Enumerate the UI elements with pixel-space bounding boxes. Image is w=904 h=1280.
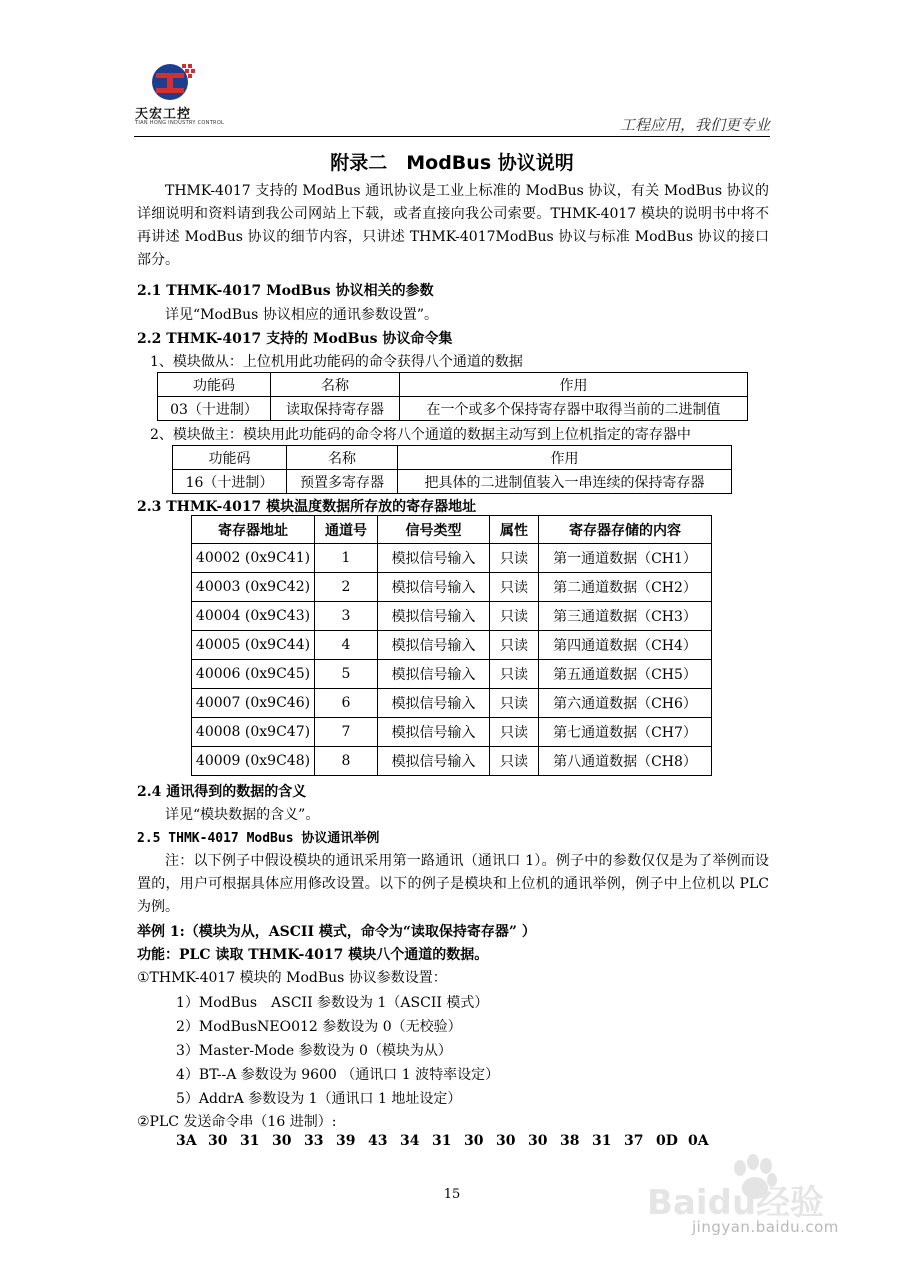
attribute-cell: 只读	[490, 718, 539, 747]
table-row	[192, 718, 712, 747]
content-cell: 第七通道数据（CH7）	[539, 718, 712, 747]
example-function: 功能：PLC 读取 THMK-4017 模块八个通道的数据。	[137, 947, 489, 963]
register-address-cell: 40009 (0x9C48)	[192, 747, 315, 776]
section-2-5-note: 注：以下例子中假设模块的通讯采用第一路通讯（通讯口 1）。例子中的参数仅仅是为了举例而设置的，用户可根据具体应用修改设置。以下的例子是模块和上位机的通讯举例，例子中上位机以 PLC 为例。	[137, 853, 769, 915]
param-item: 1）ModBus ASCII 参数设为 1（ASCII 模式）	[176, 995, 489, 1011]
signal-type-cell: 模拟信号输入	[378, 660, 490, 689]
hex-byte: 30	[464, 1133, 484, 1149]
register-table-header: 寄存器地址	[192, 516, 315, 544]
hex-byte: 31	[592, 1133, 612, 1149]
register-address-cell: 40008 (0x9C47)	[192, 718, 315, 747]
hex-byte: 30	[208, 1133, 228, 1149]
hex-byte: 33	[304, 1133, 324, 1149]
hex-command-string	[176, 1133, 720, 1149]
step-1: ①THMK-4017 模块的 ModBus 协议参数设置：	[137, 970, 447, 986]
channel-cell: 3	[315, 602, 378, 631]
content-cell: 第三通道数据（CH3）	[539, 602, 712, 631]
register-address-cell: 40003 (0x9C42)	[192, 573, 315, 602]
register-table-header: 属性	[490, 516, 539, 544]
attribute-cell: 只读	[490, 660, 539, 689]
table2-header: 作用	[398, 446, 732, 470]
section-2-5-heading: 2.5 THMK-4017 ModBus 协议通讯举例	[137, 831, 380, 846]
param-item: 5）AddrA 参数设为 1（通讯口 1 地址设定）	[176, 1091, 462, 1107]
hex-byte: 0A	[688, 1133, 709, 1149]
section-2-4-text: 详见“模块数据的含义”。	[165, 807, 320, 823]
param-item: 3）Master-Mode 参数设为 0（模块为从）	[176, 1043, 452, 1059]
content-cell: 第二通道数据（CH2）	[539, 573, 712, 602]
watermark-brand: Baidu经验	[647, 1183, 825, 1223]
section-2-2-heading: 2.2 THMK-4017 支持的 ModBus 协议命令集	[137, 331, 453, 347]
table1-header: 作用	[400, 373, 748, 397]
param-item: 2）ModBusNEO012 参数设为 0（无校验）	[176, 1019, 462, 1035]
header-slogan: 工程应用，我们更专业	[619, 116, 770, 134]
table-row	[192, 660, 712, 689]
table-row	[192, 544, 712, 573]
attribute-cell: 只读	[490, 631, 539, 660]
table1-cell: 03（十进制）	[158, 397, 271, 421]
hex-byte: 30	[528, 1133, 548, 1149]
signal-type-cell: 模拟信号输入	[378, 631, 490, 660]
table-row	[192, 689, 712, 718]
signal-type-cell: 模拟信号输入	[378, 544, 490, 573]
page-number: 15	[443, 1187, 461, 1202]
company-name-en: TIAN HONG INDUSTRY CONTROL	[135, 120, 225, 126]
register-address-cell: 40005 (0x9C44)	[192, 631, 315, 660]
table2-header: 名称	[287, 446, 398, 470]
register-address-cell: 40004 (0x9C43)	[192, 602, 315, 631]
register-address-cell: 40006 (0x9C45)	[192, 660, 315, 689]
table-row	[192, 631, 712, 660]
attribute-cell: 只读	[490, 544, 539, 573]
section-2-1-heading: 2.1 THMK-4017 ModBus 协议相关的参数	[137, 283, 434, 299]
hex-byte: 37	[624, 1133, 644, 1149]
content-cell: 第五通道数据（CH5）	[539, 660, 712, 689]
channel-cell: 2	[315, 573, 378, 602]
register-address-cell: 40002 (0x9C41)	[192, 544, 315, 573]
hex-byte: 31	[240, 1133, 260, 1149]
channel-cell: 6	[315, 689, 378, 718]
hex-byte: 30	[272, 1133, 292, 1149]
example-title: 举例 1:（模块为从，ASCII 模式，命令为“读取保持寄存器” ）	[137, 924, 536, 940]
page-title: 附录二 ModBus 协议说明	[330, 152, 574, 174]
table-row	[192, 602, 712, 631]
hex-byte: 39	[336, 1133, 356, 1149]
function-code-table-2	[172, 445, 732, 494]
section-2-4-heading: 2.4 通讯得到的数据的含义	[137, 784, 307, 800]
hex-byte: 3A	[176, 1133, 197, 1149]
watermark-url: jingyan.baidu.com	[692, 1218, 839, 1236]
section-2-1-text: 详见“ModBus 协议相应的通讯参数设置”。	[165, 307, 438, 323]
register-table-header: 信号类型	[378, 516, 490, 544]
param-item: 4）BT--A 参数设为 9600 （通讯口 1 波特率设定）	[176, 1067, 500, 1083]
signal-type-cell: 模拟信号输入	[378, 602, 490, 631]
signal-type-cell: 模拟信号输入	[378, 689, 490, 718]
register-table-header: 通道号	[315, 516, 378, 544]
content-cell: 第六通道数据（CH6）	[539, 689, 712, 718]
register-table-header: 寄存器存储的内容	[539, 516, 712, 544]
signal-type-cell: 模拟信号输入	[378, 718, 490, 747]
table1-header: 功能码	[158, 373, 271, 397]
signal-type-cell: 模拟信号输入	[378, 747, 490, 776]
table-row	[192, 573, 712, 602]
intro-paragraph: THMK-4017 支持的 ModBus 通讯协议是工业上标准的 ModBus 协议，有关 ModBus 协议的详细说明和资料请到我公司网站上下载，或者直接向我公司索要。THMK-4017 模块的说明书中将不再讲述 ModBus 协议的细节内容，只讲述 THMK-4017ModBus 协议与标准 ModBus 协议的接口部分。	[137, 183, 769, 268]
section-2-2-item1: 1、模块做从：上位机用此功能码的命令获得八个通道的数据	[150, 354, 523, 370]
table2-cell: 16（十进制）	[173, 470, 287, 494]
section-2-3-heading: 2.3 THMK-4017 模块温度数据所存放的寄存器地址	[137, 499, 477, 515]
channel-cell: 4	[315, 631, 378, 660]
section-2-2-item2: 2、模块做主：模块用此功能码的命令将八个通道的数据主动写到上位机指定的寄存器中	[150, 427, 691, 443]
attribute-cell: 只读	[490, 573, 539, 602]
table2-header: 功能码	[173, 446, 287, 470]
register-address-cell: 40007 (0x9C46)	[192, 689, 315, 718]
table2-cell: 把具体的二进制值装入一串连续的保持寄存器	[398, 470, 732, 494]
signal-type-cell: 模拟信号输入	[378, 573, 490, 602]
channel-cell: 7	[315, 718, 378, 747]
channel-cell: 5	[315, 660, 378, 689]
hex-byte: 31	[432, 1133, 452, 1149]
table1-cell: 在一个或多个保持寄存器中取得当前的二进制值	[400, 397, 748, 421]
attribute-cell: 只读	[490, 689, 539, 718]
step-2: ②PLC 发送命令串（16 进制）:	[137, 1114, 337, 1130]
company-name: 天宏工控	[135, 107, 192, 122]
register-address-table	[191, 515, 712, 776]
table-row	[192, 747, 712, 776]
content-cell: 第八通道数据（CH8）	[539, 747, 712, 776]
content-cell: 第四通道数据（CH4）	[539, 631, 712, 660]
attribute-cell: 只读	[490, 747, 539, 776]
hex-byte: 38	[560, 1133, 580, 1149]
content-cell: 第一通道数据（CH1）	[539, 544, 712, 573]
hex-byte: 30	[496, 1133, 516, 1149]
function-code-table-1	[157, 372, 748, 421]
hex-byte: 43	[368, 1133, 388, 1149]
channel-cell: 8	[315, 747, 378, 776]
channel-cell: 1	[315, 544, 378, 573]
attribute-cell: 只读	[490, 602, 539, 631]
table2-cell: 预置多寄存器	[287, 470, 398, 494]
table1-header: 名称	[271, 373, 400, 397]
table1-cell: 读取保持寄存器	[271, 397, 400, 421]
header-divider	[134, 136, 770, 137]
hex-byte: 34	[400, 1133, 420, 1149]
hex-byte: 0D	[656, 1133, 678, 1149]
